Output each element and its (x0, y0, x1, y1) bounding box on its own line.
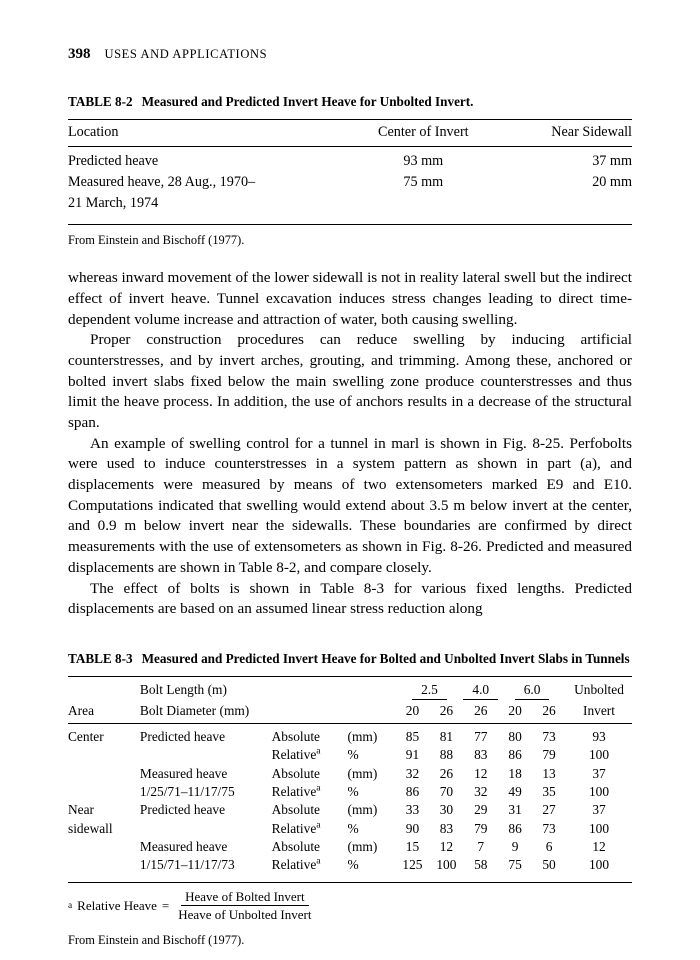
row0-v2: 77 (474, 728, 488, 744)
table-8-3-unbolted-label: Unbolted (574, 682, 624, 698)
row4-unit: (mm) (347, 802, 378, 818)
table-8-2 (68, 119, 632, 225)
table-8-3-length-2-5: 2.5 (395, 677, 463, 702)
row6-unit: (mm) (347, 839, 378, 855)
table-row (68, 746, 632, 764)
row7-area (68, 856, 140, 874)
row6-type: Absolute (271, 839, 320, 855)
row1-area (68, 746, 140, 764)
table-8-2-col-near-sidewall: Near Sidewall (551, 124, 632, 141)
row4-v4: 27 (542, 802, 556, 818)
table-8-2-block (68, 93, 632, 248)
row6-area (68, 838, 140, 856)
table-8-3-length-6-0: 6.0 (498, 677, 566, 702)
table-8-3-caption (68, 650, 632, 667)
table-row (68, 838, 632, 856)
table-8-3-area-label: Area (68, 702, 95, 718)
paragraph-4: The effect of bolts is shown in Table 8-3 for various fixed lengths. Predicted displacements are based on an assumed linear stress reduction along (68, 579, 632, 618)
body-text (68, 268, 632, 619)
table-8-2-r1-center: 75 mm (403, 174, 444, 191)
row5-v1: 83 (439, 820, 454, 836)
running-title: USES AND APPLICATIONS (104, 47, 268, 61)
table-row (68, 783, 632, 801)
paragraph-2: Proper construction procedures can reduce swelling by inducing artificial counterstresses, and by invert arches, grouting, and trimming. Among these, anchored or bolted invert slabs fixed below the main swelling zone produce counterstresses and thus limit the heave process. In addition, the use of anchors results in a decrease of the structural span. (68, 331, 632, 432)
row7-unit: % (347, 857, 359, 873)
row0-v3: 80 (508, 728, 522, 744)
row5-area: sidewall (68, 820, 113, 836)
footnote-denominator: Heave of Unbolted Invert (178, 907, 312, 923)
row3-v1: 70 (439, 783, 454, 799)
row5-quantity (140, 820, 272, 838)
table-row (68, 147, 632, 173)
row4-v2: 29 (474, 802, 488, 818)
running-head (68, 46, 632, 63)
row0-quantity: Predicted heave (139, 728, 226, 744)
row2-v2: 12 (474, 765, 488, 781)
row2-v4: 13 (542, 765, 556, 781)
table-8-2-col-location: Location (68, 124, 119, 141)
paragraph-3: An example of swelling control for a tunnel in marl is shown in Fig. 8-25. Perfobolts were used to induce counterstresses in a system pattern as shown in part (a), and displacements were measured by means of two extensometers marked E9 and E10. Computations indicated that swelling would extend about 3.5 m below invert at the center, and 0.9 m below invert near the sidewalls. These boundaries are confirmed by direct measurements with the use of extensometers as shown in Fig. 8-26. Predicted and measured displacements are shown in Table 8-2, and compare closely. (68, 434, 632, 576)
row3-v2: 32 (474, 783, 488, 799)
row7-unbolted: 100 (588, 857, 610, 873)
table-8-3-invert-label: Invert (583, 702, 615, 718)
row2-v0: 32 (405, 765, 420, 781)
table-8-3-dia-1: 26 (439, 702, 454, 718)
table-row (68, 801, 632, 819)
row2-quantity: Measured heave (139, 765, 228, 781)
row4-type: Absolute (271, 802, 320, 818)
table-8-2-r1-label: Measured heave, 28 Aug., 1970– (68, 174, 256, 191)
table-8-3-bottom-rule (68, 875, 632, 883)
row7-v0: 125 (402, 857, 423, 873)
table-8-2-caption (68, 93, 632, 110)
row3-type: Relative$^a$ (271, 782, 321, 799)
table-8-2-r0-center: 93 mm (403, 153, 444, 170)
row6-v1: 12 (439, 839, 454, 855)
row3-v0: 86 (405, 783, 420, 799)
table-8-2-r0-near: 37 mm (592, 153, 632, 170)
table-8-2-bottom-rule (68, 214, 632, 225)
row6-v3: 9 (511, 839, 519, 855)
row5-v0: 90 (405, 820, 420, 836)
row4-v0: 33 (405, 802, 420, 818)
row4-quantity: Predicted heave (139, 802, 226, 818)
footnote-fraction (174, 889, 315, 923)
table-8-3-bolt-length-label: Bolt Length (m) (139, 682, 227, 698)
table-8-3-title: Measured and Predicted Invert Heave for Bolted and Unbolted Invert Slabs in Tunnels (141, 650, 630, 666)
row1-unit: % (347, 747, 359, 763)
table-8-3-block (68, 650, 632, 948)
row7-v4: 50 (542, 857, 556, 873)
table-8-2-col-center: Center of Invert (378, 124, 469, 141)
row1-v0: 91 (405, 747, 420, 763)
row4-unbolted: 37 (592, 802, 606, 818)
table-8-2-title: Measured and Predicted Invert Heave for Unbolted Invert. (141, 94, 474, 109)
row0-unbolted: 93 (592, 728, 606, 744)
row2-unbolted: 37 (592, 765, 606, 781)
footnote-equals: = (161, 897, 170, 913)
table-8-3-dia-2: 26 (474, 702, 488, 718)
row6-quantity: Measured heave (139, 839, 228, 855)
table-8-2-r0-label: Predicted heave (68, 153, 159, 170)
row7-v3: 75 (508, 857, 522, 873)
row4-area: Near (68, 802, 95, 818)
row4-v1: 30 (439, 802, 454, 818)
table-8-2-source: From Einstein and Bischoff (1977). (68, 233, 245, 248)
table-8-3-dia-3: 20 (508, 702, 522, 718)
row0-v4: 73 (542, 728, 556, 744)
table-row (68, 856, 632, 874)
footnote-label: Relative Heave (77, 897, 157, 913)
row1-quantity (140, 746, 272, 764)
table-row (68, 193, 632, 214)
row7-v1: 100 (436, 857, 457, 873)
row3-quantity: 1/25/71–11/17/75 (139, 783, 235, 799)
row3-area (68, 783, 140, 801)
table-8-3-length-4-0: 4.0 (463, 677, 498, 702)
row3-unbolted: 100 (588, 783, 610, 799)
table-8-3-dia-0: 20 (405, 702, 420, 718)
table-8-2-number: TABLE 8-2 (68, 94, 133, 109)
row0-type: Absolute (271, 728, 320, 744)
table-8-3-bolt-diameter-label: Bolt Diameter (mm) (139, 702, 250, 718)
row2-v1: 26 (439, 765, 454, 781)
row5-unbolted: 100 (588, 820, 610, 836)
table-row (68, 764, 632, 782)
table-8-3-dia-4: 26 (542, 702, 556, 718)
table-8-2-r1-near: 20 mm (592, 174, 632, 191)
row2-v3: 18 (508, 765, 522, 781)
row1-type: Relative$^a$ (271, 745, 321, 763)
row6-v2: 7 (477, 839, 485, 855)
row6-v0: 15 (405, 839, 420, 855)
row2-area (68, 764, 140, 782)
table-8-2-r1-label-cont: 21 March, 1974 (68, 195, 159, 212)
row5-unit: % (347, 820, 359, 836)
row6-v4: 6 (545, 839, 553, 855)
row0-v1: 81 (439, 728, 454, 744)
row6-unbolted: 12 (592, 839, 606, 855)
row1-v3: 86 (508, 747, 522, 763)
row0-v0: 85 (405, 728, 420, 744)
table-8-3-header-row-1 (68, 677, 632, 702)
table-row (68, 820, 632, 838)
row2-unit: (mm) (347, 765, 378, 781)
page-number: 398 (68, 46, 91, 62)
row5-type: Relative$^a$ (271, 819, 321, 836)
table-8-3 (68, 676, 632, 883)
table-row (68, 723, 632, 746)
footnote-numerator: Heave of Bolted Invert (181, 889, 308, 906)
table-8-3-footnote: a Relative Heave = $\frac{\text{Heave of Bolted Invert}}{\text{Heave of Unbolted Invert}}$ (68, 889, 632, 923)
paragraph-1: whereas inward movement of the lower sidewall is not in reality lateral swell but the indirect effect of invert heave. Tunnel excavation induces stress changes leading to direct time-dependent volume increase and attraction of water, both causing swelling. (68, 269, 632, 328)
table-8-3-number: TABLE 8-3 (68, 650, 133, 666)
table-8-3-header-row-2 (68, 702, 632, 724)
row3-v3: 49 (508, 783, 522, 799)
row2-type: Absolute (271, 765, 320, 781)
row7-v2: 58 (474, 857, 488, 873)
row3-unit: % (347, 783, 359, 799)
row5-v4: 73 (542, 820, 556, 836)
row7-quantity: 1/15/71–11/17/73 (139, 857, 235, 873)
row7-type: Relative$^a$ (271, 856, 321, 873)
row4-v3: 31 (508, 802, 522, 818)
row1-v4: 79 (542, 747, 556, 763)
table-8-2-header-row (68, 120, 632, 147)
row5-v3: 86 (508, 820, 522, 836)
table-8-3-source: From Einstein and Bischoff (1977). (68, 932, 245, 947)
row1-v2: 83 (474, 747, 488, 763)
table-row (68, 172, 632, 193)
row0-unit: (mm) (347, 728, 378, 744)
row3-v4: 35 (542, 783, 556, 799)
row1-v1: 88 (439, 747, 454, 763)
row5-v2: 79 (474, 820, 488, 836)
row1-unbolted: 100 (588, 747, 610, 763)
row0-area: Center (68, 728, 104, 744)
